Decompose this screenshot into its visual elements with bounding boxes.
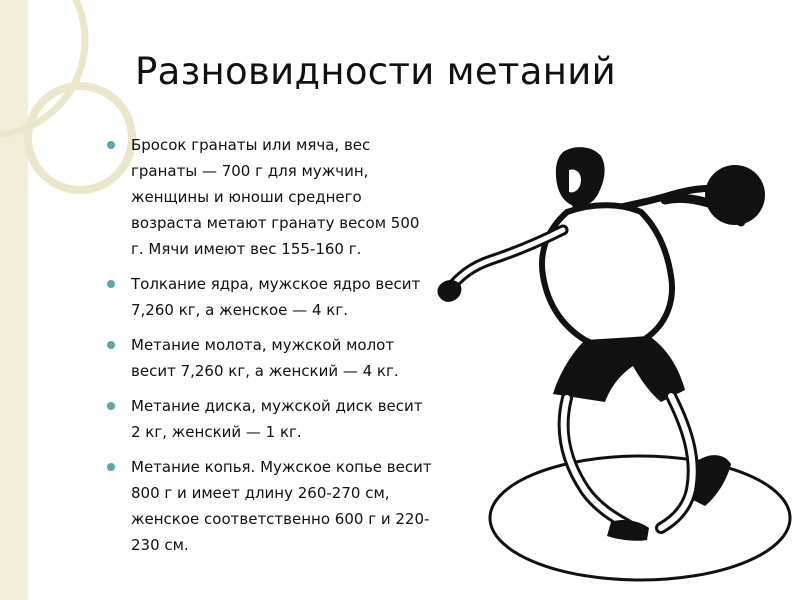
slide-title: Разновидности метаний: [135, 50, 616, 93]
bullet-item: [105, 332, 435, 384]
bullet-list: [105, 132, 435, 567]
bullet-item: [105, 271, 435, 323]
bullet-dot-icon: [107, 341, 115, 349]
bullet-text: Метание молота, мужской молот весит 7,260 кг, а женский — 4 кг.: [131, 336, 399, 380]
bullet-text: Бросок гранаты или мяча, вес гранаты — 700 г для мужчин, женщины и юноши среднего возраста метают гранату весом 500 г. Мячи имеют вес 155-160 г.: [131, 136, 420, 258]
bullet-dot-icon: [107, 141, 115, 149]
bullet-dot-icon: [107, 280, 115, 288]
bullet-item: [105, 132, 435, 262]
bullet-text: Толкание ядра, мужское ядро весит 7,260 кг, а женское — 4 кг.: [131, 275, 421, 319]
bullet-text: Метание диска, мужской диск весит 2 кг, женский — 1 кг.: [131, 397, 423, 441]
bullet-text: Метание копья. Мужское копье весит 800 г и имеет длину 260-270 см, женское соответственно 600 г и 220-230 см.: [131, 458, 432, 554]
bullet-dot-icon: [107, 463, 115, 471]
bullet-dot-icon: [107, 402, 115, 410]
bullet-item: [105, 393, 435, 445]
discus-thrower-icon: [435, 140, 795, 585]
bullet-item: [105, 454, 435, 558]
